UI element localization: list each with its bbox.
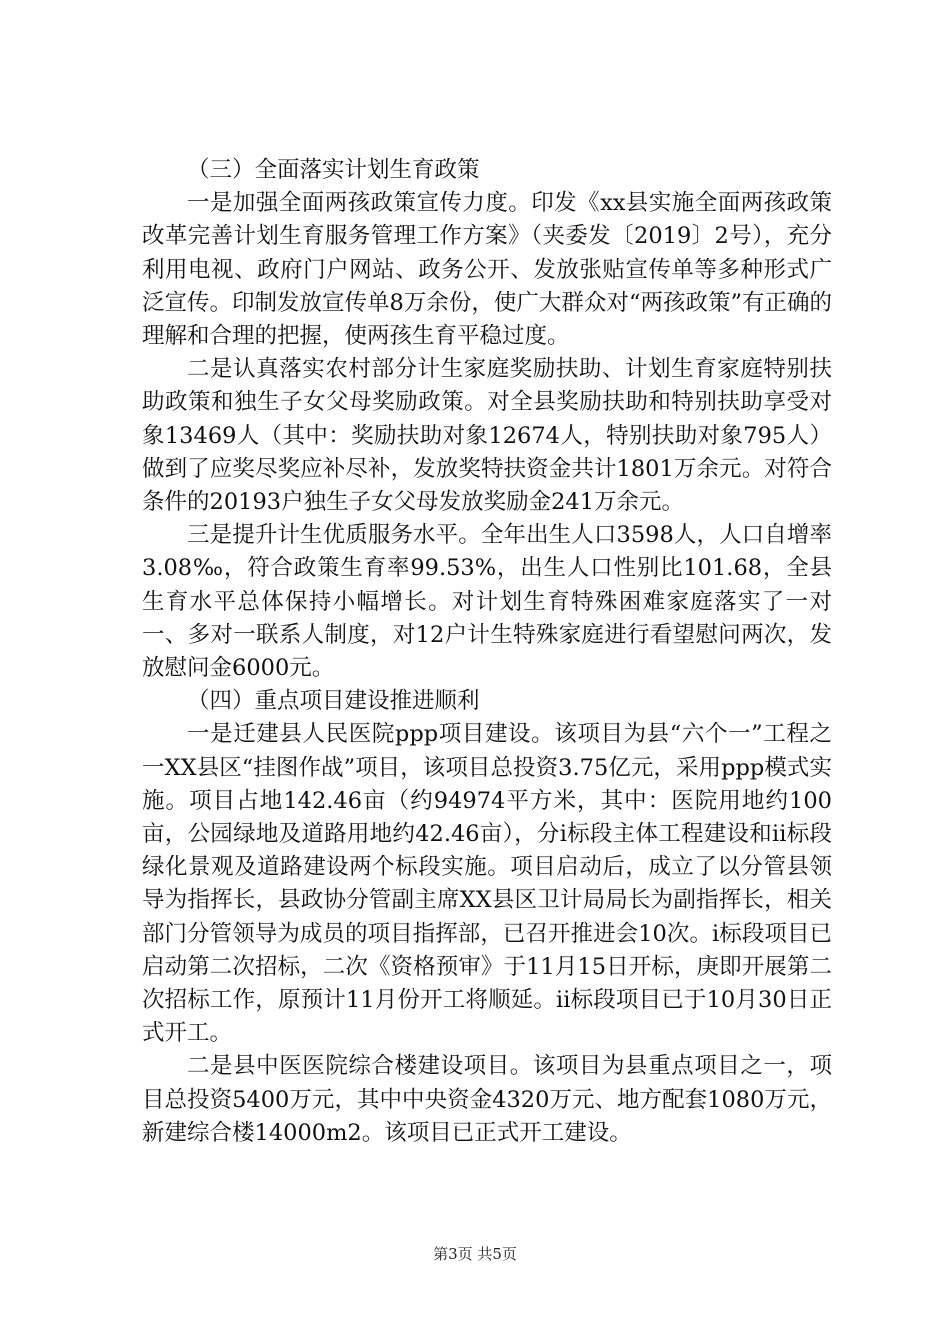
paragraph-two-child-policy: 一是加强全面两孩政策宣传力度。印发《xx县实施全面两孩政策改革完善计划生育服务管理工作方案》（夹委发〔2019〕2号），充分利用电视、政府门户网站、政务公开、发放张贴宣传单等多种形式广泛宣传。印制发放宣传单8万余份，使广大群众对“两孩政策”有正确的理解和合理的把握，使两孩生育平稳过度。 xyxy=(142,190,832,350)
section-heading-family-planning: （三）全面落实计划生育政策 xyxy=(187,157,480,183)
page-footer: 第3页 共5页 xyxy=(433,1245,517,1263)
paragraph-hospital-ppp-project: 一是迁建县人民医院ppp项目建设。该项目为县“六个一”工程之一XX县区“挂图作战”项目，该项目总投资3.75亿元，采用ppp模式实施。项目占地142.46亩（约94974平方米，其中：医院用地约100亩，公园绿地及道路用地约42.46亩），分i标段主体工程建设和ii标段绿化景观及道路建设两个标段实施。项目启动后，成立了以分管县领导为指挥长，县政协分管副主席XX县区卫计局局长为副指挥长，相关部门分管领导为成员的项目指挥部，已召开推进会10次。i标段项目已启动第二次招标，二次《资格预审》于11月15日开标，庚即开展第二次招标工作，原预计11月份开工将顺延。ii标段项目已于10月30日正式开工。 xyxy=(142,721,832,1047)
paragraph-service-quality: 三是提升计生优质服务水平。全年出生人口3598人，人口自增率3.08‰，符合政策生育率99.53%，出生人口性别比101.68，全县生育水平总体保持小幅增长。对计划生育特殊困难家庭落实了一对一、多对一联系人制度，对12户计生特殊家庭进行看望慰问两次，发放慰问金6000元。 xyxy=(142,522,832,682)
document-body xyxy=(142,154,832,1150)
paragraph-reward-assistance: 二是认真落实农村部分计生家庭奖励扶助、计划生育家庭特别扶助政策和独生子女父母奖励政策。对全县奖励扶助和特别扶助享受对象13469人（其中：奖励扶助对象12674人，特别扶助对象795人）做到了应奖尽奖应补尽补，发放奖特扶资金共计1801万余元。对符合条件的20193户独生子女父母发放奖励金241万余元。 xyxy=(142,356,832,516)
paragraph-tcm-hospital-project: 二是县中医医院综合楼建设项目。该项目为县重点项目之一，项目总投资5400万元，其中中央资金4320万元、地方配套1080万元，新建综合楼14000m2。该项目已正式开工建设。 xyxy=(142,1053,832,1146)
section-heading-key-projects: （四）重点项目建设推进顺利 xyxy=(187,688,480,715)
